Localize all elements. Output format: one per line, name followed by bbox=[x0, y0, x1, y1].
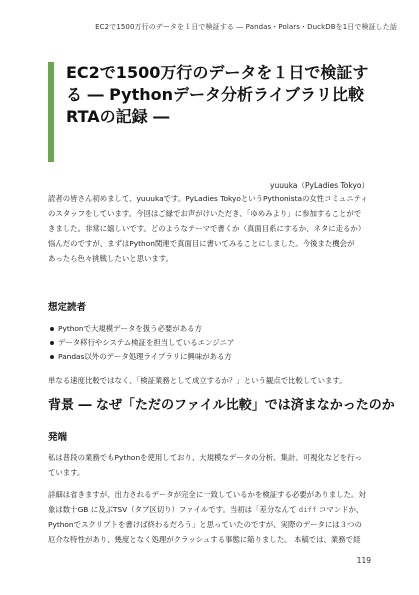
detail-line: 象は数十GB に及ぶTSV（タブ区切り）ファイルです。当初は「差分なんて diff コマンドか、 bbox=[48, 505, 364, 514]
bullet-icon bbox=[50, 327, 54, 331]
running-header: EC2で1500万行のデータを１日で検証する ― Pandas・Polars・DuckDBを1日で検証した話 bbox=[95, 23, 397, 31]
assumed-readers-list bbox=[48, 322, 378, 364]
background-heading: 背景 ― なぜ「ただのファイル比較」では済まなかったのか bbox=[48, 398, 395, 413]
list-item: Pandas以外のデータ処理ライブラリに興味がある方 bbox=[48, 350, 378, 364]
intro-line: 悩んだのですが、まずはPython関連で真面目に書いてみることにしました。今後また機会が bbox=[48, 239, 355, 248]
title-line-3: RTAの記録 ― bbox=[66, 107, 170, 126]
bullet-icon bbox=[50, 341, 54, 345]
origin-line: 私は普段の業務でもPythonを使用しており、大規模なデータの分析、集計、可視化などを行っ bbox=[48, 453, 362, 462]
intro-paragraph bbox=[48, 191, 378, 266]
assumed-readers-heading: 想定読者 bbox=[48, 302, 87, 313]
page-number: 119 bbox=[356, 556, 371, 565]
title-line-1: EC2で1500万行のデータを１日で検証す bbox=[66, 63, 369, 82]
author-byline: yuuuka（PyLadies Tokyo） bbox=[270, 181, 369, 190]
bullet-icon bbox=[50, 355, 54, 359]
intro-line: のスタッフをしています。今回はご縁でお声がけいただき、「ゆめみより」に参加することがで bbox=[48, 209, 362, 218]
article-title bbox=[48, 62, 378, 162]
origin-line: ています。 bbox=[48, 468, 85, 477]
detail-line: 詳細は省きますが、出力されるデータが完全に一致しているかを検証する必要がありました。対 bbox=[48, 490, 366, 499]
list-item: Pythonで大規模データを扱う必要がある方 bbox=[48, 322, 378, 336]
title-line-2: る ― Pythonデータ分析ライブラリ比較 bbox=[66, 85, 365, 104]
origin-heading: 発端 bbox=[48, 432, 68, 443]
detail-line: Pythonでスクリプトを書けば終わるだろう」と思っていたのですが、実際のデータには３つの bbox=[48, 520, 362, 529]
detail-line: 厄介な特性があり、幾度となく処理がクラッシュする事態に陥りました。 本稿では、業務で経 bbox=[48, 535, 361, 544]
inline-code: diff bbox=[298, 505, 317, 514]
perspective-note: 単なる速度比較ではなく、「検証業務として成立するか？」という観点で比較しています。 bbox=[48, 376, 347, 385]
origin-paragraph bbox=[48, 450, 378, 480]
intro-line: あったら色々挑戦したいと思います。 bbox=[48, 254, 173, 263]
intro-line: きました。非常に嬉しいです。どのようなテーマで書くか（真面目系にするか、ネタに走るか） bbox=[48, 224, 366, 233]
list-item: データ移行やシステム検証を担当しているエンジニア bbox=[48, 336, 378, 350]
intro-line: 読者の皆さん初めまして、yuuukaです。PyLadies TokyoというPythonistaの女性コミュニティ bbox=[48, 194, 368, 203]
detail-paragraph bbox=[48, 487, 378, 547]
